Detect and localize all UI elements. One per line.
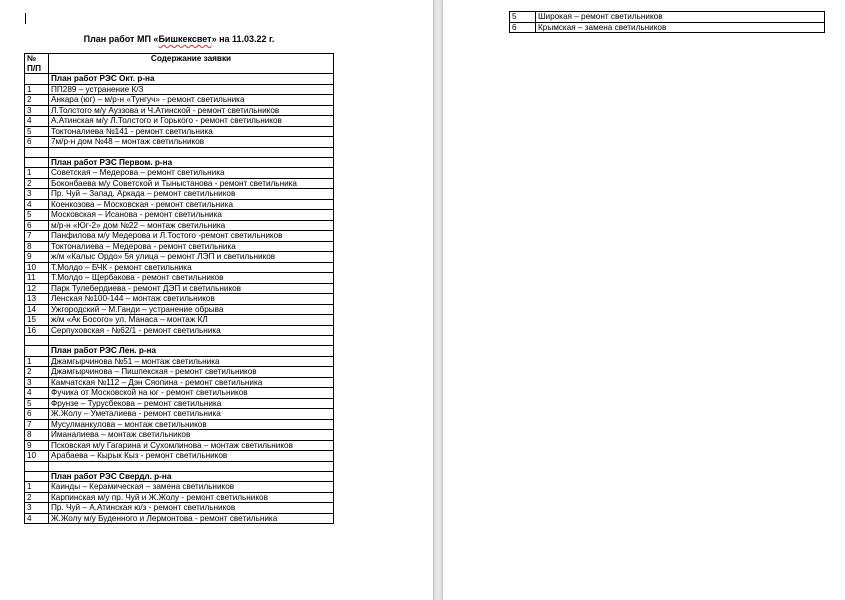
section-header-row — [25, 471, 334, 482]
section-title: План работ РЭС Окт. р-на — [49, 74, 334, 85]
row-number: 1 — [25, 356, 49, 367]
row-content: Крымская – замена светильников — [536, 22, 825, 33]
table-row — [25, 95, 334, 106]
text-cursor — [25, 13, 26, 24]
table-row — [25, 168, 334, 179]
row-number: 3 — [25, 189, 49, 200]
row-content: Панфилова м/у Медерова и Л.Тостого -ремонт светильников — [49, 231, 334, 242]
row-content: Ужгородский – М.Ганди – устранение обрыва — [49, 304, 334, 315]
row-content: ж/м «Калыс Ордо» 5я улица – ремонт ЛЭП и светильников — [49, 252, 334, 263]
row-content: Псковская м/у Гагарина и Сухомлинова – монтаж светильников — [49, 440, 334, 451]
section-header-row — [25, 157, 334, 168]
row-number: 1 — [25, 482, 49, 493]
row-content: Боконбаева м/у Советской и Тыныстанова - ремонт светильника — [49, 178, 334, 189]
table-row — [25, 220, 334, 231]
table-row — [25, 105, 334, 116]
table-row — [25, 377, 334, 388]
row-number: 6 — [25, 409, 49, 420]
row-number: 1 — [25, 168, 49, 179]
table-header-row — [25, 54, 334, 74]
table-row — [25, 126, 334, 137]
table-row — [25, 273, 334, 284]
table-row — [25, 262, 334, 273]
table-row — [25, 430, 334, 441]
row-content: Коенкозова – Московская - ремонт светильника — [49, 199, 334, 210]
table-row — [25, 283, 334, 294]
row-content: Карпинская м/у пр. Чуй и Ж.Жолу - ремонт светильников — [49, 492, 334, 503]
table-row — [25, 84, 334, 95]
row-number: 4 — [25, 388, 49, 399]
table-row — [25, 451, 334, 462]
row-number: 3 — [25, 105, 49, 116]
row-content: Токтоналиева №141 - ремонт светильника — [49, 126, 334, 137]
row-number: 4 — [25, 513, 49, 524]
section-title: План работ РЭС Лен. р-на — [49, 346, 334, 357]
table-row — [25, 419, 334, 430]
row-content: Ж.Жолу – Уметалиева - ремонт светильника — [49, 409, 334, 420]
row-content: ж/м «Ак Босого» ул. Манаса – монтаж КЛ — [49, 315, 334, 326]
table-row — [25, 398, 334, 409]
row-number: 3 — [25, 377, 49, 388]
row-number: 9 — [25, 252, 49, 263]
row-content: Анкара (юг) – м/р-н «Тунгуч» - ремонт светильника — [49, 95, 334, 106]
empty-cell — [25, 336, 49, 346]
row-content: Фучика от Московской на юг - ремонт светильников — [49, 388, 334, 399]
table-row — [25, 492, 334, 503]
row-number: 6 — [510, 22, 536, 33]
table-row — [25, 367, 334, 378]
table-row — [25, 513, 334, 524]
work-plan-table — [24, 53, 334, 524]
empty-cell — [25, 461, 49, 471]
row-number: 13 — [25, 294, 49, 305]
table-row — [25, 482, 334, 493]
table-row — [25, 315, 334, 326]
section-header-row — [25, 346, 334, 357]
row-content: Парк Тулебердиева - ремонт ДЭП и светильников — [49, 283, 334, 294]
empty-cell — [25, 346, 49, 357]
row-number: 16 — [25, 325, 49, 336]
row-number: 14 — [25, 304, 49, 315]
table-row — [25, 503, 334, 514]
table-row — [25, 241, 334, 252]
row-number: 3 — [25, 503, 49, 514]
table-row — [25, 325, 334, 336]
row-content: Серпуховская - №62/1 - ремонт светильника — [49, 325, 334, 336]
row-content: Т.Молдо – БЧК - ремонт светильника — [49, 262, 334, 273]
row-content: Каинды – Керамическая – замена светильников — [49, 482, 334, 493]
row-content: Токтоналиева – Медерова - ремонт светильника — [49, 241, 334, 252]
row-number: 7 — [25, 419, 49, 430]
row-content: Арабаева – Кырык Кыз - ремонт светильников — [49, 451, 334, 462]
table-row — [25, 440, 334, 451]
table-row — [25, 189, 334, 200]
empty-cell — [49, 147, 334, 157]
row-number: 8 — [25, 241, 49, 252]
row-number: 2 — [25, 492, 49, 503]
row-content: м/р-н «Юг-2» дом №22 – монтаж светильника — [49, 220, 334, 231]
row-content: Ж.Жолу м/у Буденного и Лермонтова - ремонт светильника — [49, 513, 334, 524]
row-number: 5 — [25, 126, 49, 137]
row-content: Джамгырчинова – Пишпекская - ремонт светильников — [49, 367, 334, 378]
row-content: Широкая – ремонт светильников — [536, 12, 825, 23]
row-content: Джамгырчинова №51 – монтаж светильника — [49, 356, 334, 367]
column-header-num: № П/П — [25, 54, 49, 74]
row-content: Пр. Чуй – А.Атинская ю/з - ремонт светильников — [49, 503, 334, 514]
row-number: 15 — [25, 315, 49, 326]
empty-cell — [25, 471, 49, 482]
row-content: Московская – Исанова - ремонт светильника — [49, 210, 334, 221]
row-number: 6 — [25, 220, 49, 231]
row-number: 12 — [25, 283, 49, 294]
row-content: Фрунзе – Турусбекова – ремонт светильника — [49, 398, 334, 409]
row-number: 4 — [25, 116, 49, 127]
row-number: 11 — [25, 273, 49, 284]
table-row — [25, 252, 334, 263]
row-number: 1 — [25, 84, 49, 95]
row-number: 5 — [25, 210, 49, 221]
row-number: 5 — [510, 12, 536, 23]
table-row — [25, 137, 334, 148]
row-number: 6 — [25, 137, 49, 148]
row-number: 7 — [25, 231, 49, 242]
section-title: План работ РЭС Свердл. р-на — [49, 471, 334, 482]
table-row — [25, 199, 334, 210]
spacer-row — [25, 336, 334, 346]
table-row — [25, 210, 334, 221]
row-content: Л.Толстого м/у Ауззова и Ч.Атинской - ремонт светильников — [49, 105, 334, 116]
row-content: Ленская №100-144 – монтаж светильников — [49, 294, 334, 305]
row-number: 9 — [25, 440, 49, 451]
empty-cell — [25, 157, 49, 168]
section-title: План работ РЭС Первом. р-на — [49, 157, 334, 168]
empty-cell — [49, 461, 334, 471]
row-content: Пр. Чуй – Запад. Аркада – ремонт светильников — [49, 189, 334, 200]
table-row — [25, 116, 334, 127]
empty-cell — [25, 74, 49, 85]
row-number: 10 — [25, 451, 49, 462]
row-content: Мусулманкулова – монтаж светильников — [49, 419, 334, 430]
table-row — [510, 12, 825, 23]
row-content: Советская – Медерова – ремонт светильника — [49, 168, 334, 179]
table-row — [25, 356, 334, 367]
document-title: План работ МП «Бишкексвет» на 11.03.22 г. — [83, 34, 275, 44]
column-header-content: Содержание заявки — [49, 54, 334, 74]
work-plan-table-continuation — [509, 11, 825, 33]
table-row — [25, 178, 334, 189]
row-number: 4 — [25, 199, 49, 210]
table-row — [25, 409, 334, 420]
row-number: 2 — [25, 95, 49, 106]
row-content: Т.Молдо – Щербакова - ремонт светильников — [49, 273, 334, 284]
row-number: 5 — [25, 398, 49, 409]
table-row — [25, 231, 334, 242]
row-number: 10 — [25, 262, 49, 273]
table-row — [25, 294, 334, 305]
row-number: 2 — [25, 367, 49, 378]
row-content: ПП289 – устранение К/З — [49, 84, 334, 95]
row-content: 7м/р-н дом №48 – монтаж светильников — [49, 137, 334, 148]
empty-cell — [25, 147, 49, 157]
empty-cell — [49, 336, 334, 346]
document-page-2 — [443, 0, 845, 600]
section-header-row — [25, 74, 334, 85]
row-number: 8 — [25, 430, 49, 441]
table-row — [25, 388, 334, 399]
table-row — [25, 304, 334, 315]
table-row — [510, 22, 825, 33]
row-number: 2 — [25, 178, 49, 189]
row-content: Иманалиева – монтаж светильников — [49, 430, 334, 441]
spacer-row — [25, 461, 334, 471]
row-content: А.Атинская м/у Л.Толстого и Горького - ремонт светильников — [49, 116, 334, 127]
spacer-row — [25, 147, 334, 157]
row-content: Камчатская №112 – Дэн Сяопина - ремонт светильника — [49, 377, 334, 388]
